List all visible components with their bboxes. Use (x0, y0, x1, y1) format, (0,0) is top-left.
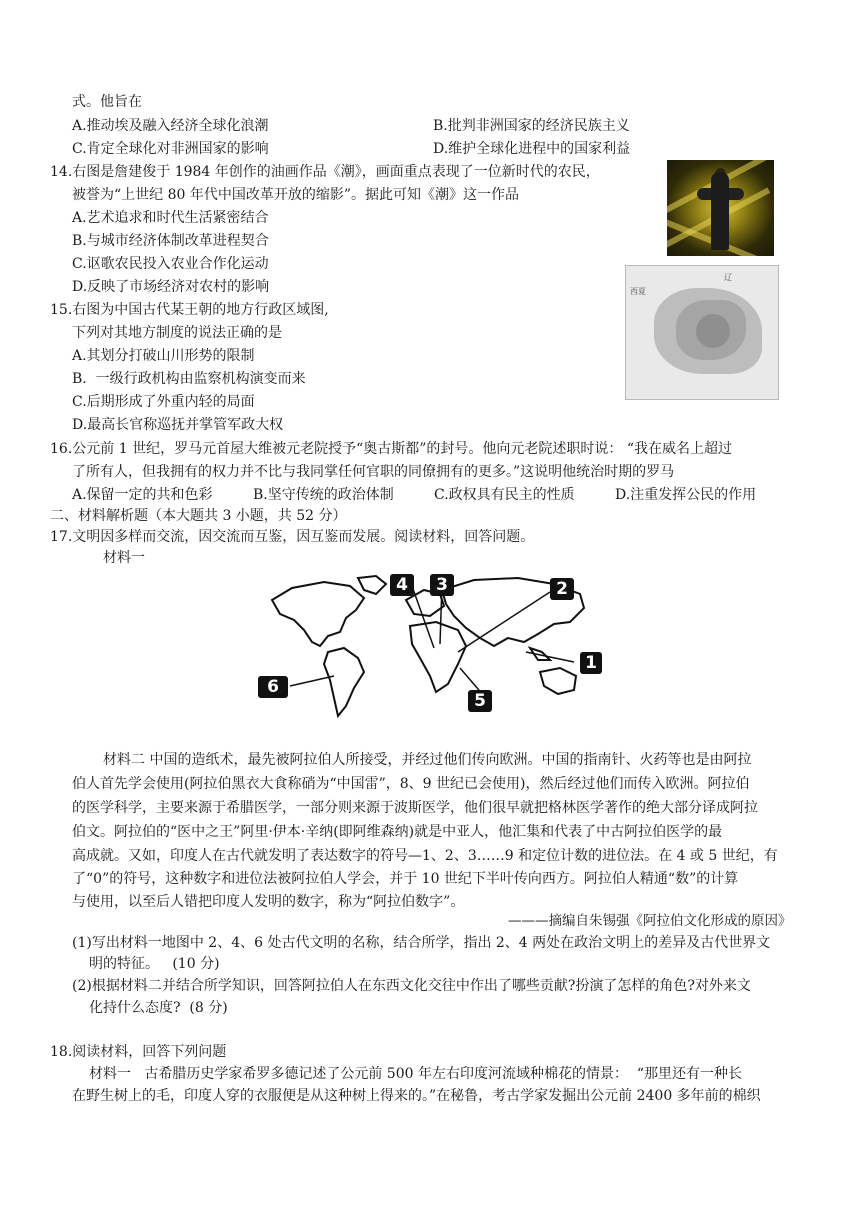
q13-option-d: D.维护全球化进程中的国家利益 (433, 141, 631, 157)
q13-stem-continued: 式。他旨在 (72, 94, 142, 110)
q16-option-a: A.保留一定的共和色彩 (72, 487, 213, 503)
q15-stem-line1: 15.右图为中国古代某王朝的地方行政区域图, (50, 302, 329, 318)
q16-option-b: B.坚守传统的政治体制 (253, 487, 394, 503)
q13-option-a: A.推动埃及融入经济全球化浪潮 (72, 118, 269, 134)
q17-subquestion1-line2: 明的特征。 (10 分) (89, 956, 220, 972)
map-marker-5: 5 (468, 690, 492, 712)
q17-material2-line1: 材料二 中国的造纸术，最先被阿拉伯人所接受，并经过他们传向欧洲。中国的指南针、火药等也是由阿拉 (103, 752, 752, 768)
q17-source-citation: ———摘编自朱锡强《阿拉伯文化形成的原因》 (508, 913, 792, 929)
dynasty-map-image (625, 265, 779, 400)
q16-option-c: C.政权具有民主的性质 (434, 487, 575, 503)
map-marker-2: 2 (550, 578, 574, 600)
q17-stem: 17.文明因多样而交流，因交流而互鉴，因互鉴而发展。阅读材料，回答问题。 (50, 529, 535, 545)
q17-subquestion1-line1: (1)写出材料一地图中 2、4、6 处古代文明的名称，结合所学，指出 2、4 两处在政治文明上的差异及古代世界文 (72, 935, 771, 951)
q15-option-b: B. 一级行政机构由监察机构演变而来 (72, 371, 306, 387)
q15-option-a: A.其划分打破山川形势的限制 (72, 348, 255, 364)
q13-option-c: C.肯定全球化对非洲国家的影响 (72, 141, 269, 157)
q18-stem: 18.阅读材料，回答下列问题 (50, 1044, 227, 1060)
oil-painting-image (667, 160, 774, 256)
q15-option-c: C.后期形成了外重内轻的局面 (72, 394, 255, 410)
q18-material1-line1: 材料一 古希腊历史学家希罗多德记述了公元前 500 年左右印度河流域种棉花的情景： “那里还有一种长 (89, 1066, 743, 1082)
q16-stem-line2: 了所有人，但我拥有的权力并不比与我同掌任何官职的同僚拥有的更多。”这说明他统治时期的罗马 (72, 464, 675, 480)
map-marker-4: 4 (390, 574, 414, 596)
q14-stem-line1: 14.右图是詹建俊于 1984 年创作的油画作品《潮》，画面重点表现了一位新时代的农民， (50, 164, 600, 180)
q17-subquestion2-line1: (2)根据材料二并结合所学知识，回答阿拉伯人在东西文化交往中作出了哪些贡献?扮演了怎样的角色?对外来文 (72, 978, 751, 994)
map-label-xixia: 西夏 (630, 287, 646, 296)
map-marker-1: 1 (580, 652, 602, 674)
world-map-image (254, 572, 602, 722)
map-marker-6: 6 (258, 676, 288, 698)
q17-material2-line5: 高成就。又如，印度人在古代就发明了表达数字的符号—1、2、3……9 和定位计数的进位法。在 4 或 5 世纪，有 (72, 848, 778, 864)
q16-stem-line1: 16.公元前 1 世纪，罗马元首屋大维被元老院授予“奥古斯都”的封号。他向元老院述职时说： “我在威名上超过 (50, 441, 732, 457)
q17-material2-line7: 与使用，以至后人错把印度人发明的数字，称为“阿拉伯数字”。 (72, 894, 465, 910)
q17-subquestion2-line2: 化持什么态度? (8 分) (89, 1000, 228, 1016)
map-label-liao: 辽 (724, 273, 732, 282)
map-marker-3: 3 (430, 574, 454, 596)
q14-option-c: C.讴歌农民投入农业合作化运动 (72, 256, 269, 272)
q13-option-b: B.批判非洲国家的经济民族主义 (433, 118, 630, 134)
q15-option-d: D.最高长官称巡抚并掌管军政大权 (72, 417, 284, 433)
q14-option-b: B.与城市经济体制改革进程契合 (72, 233, 269, 249)
q16-option-d: D.注重发挥公民的作用 (615, 487, 757, 503)
q17-material2-line6: 了“0”的符号，这种数字和进位法被阿拉伯人学会，并于 10 世纪下半叶传向西方。阿拉伯人精通“数”的计算 (72, 871, 739, 887)
q17-material2-line3: 的医学科学，主要来源于希腊医学，一部分则来源于波斯医学，他们很早就把格林医学著作的绝大部分译成阿拉 (72, 800, 758, 816)
q14-stem-line2: 被誉为“上世纪 80 年代中国改革开放的缩影”。据此可知《潮》这一作品 (72, 187, 520, 203)
q15-stem-line2: 下列对其地方制度的说法正确的是 (72, 325, 282, 341)
q14-option-d: D.反映了市场经济对农村的影响 (72, 279, 270, 295)
q17-material1-label: 材料一 (103, 550, 145, 566)
q18-material1-line2: 在野生树上的毛，印度人穿的衣服便是从这种树上得来的。”在秘鲁，考古学家发掘出公元前 2400 多年前的棉织 (72, 1088, 761, 1104)
q17-material2-line2: 伯人首先学会使用(阿拉伯黑衣大食称硝为“中国雷”，8、9 世纪已会使用)，然后经过他们而传入欧洲。阿拉伯 (72, 776, 750, 792)
q14-option-a: A.艺术追求和时代生活紧密结合 (72, 210, 269, 226)
q17-material2-line4: 伯文。阿拉伯的“医中之王”阿里·伊本·辛纳(即阿维森纳)就是中亚人，他汇集和代表了中古阿拉伯医学的最 (72, 824, 723, 840)
section-heading: 二、材料解析题（本大题共 3 小题，共 52 分） (50, 508, 347, 524)
